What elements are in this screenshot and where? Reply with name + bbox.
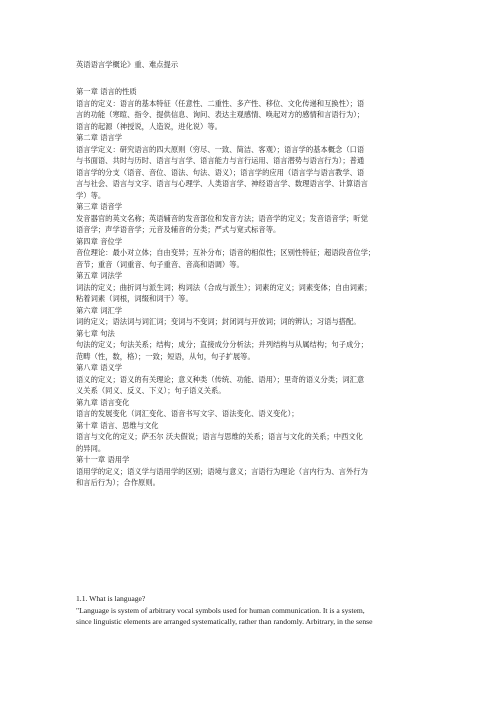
text-line: 第四章 音位学	[76, 236, 123, 246]
text-line: 第八章 语义学	[76, 363, 123, 372]
text-line: 音节；重音（词重音、句子重音、音高和语调）等。	[76, 259, 244, 269]
text-line: 第十一章 语用学	[76, 455, 130, 464]
text-line: 和言后行为）；合作原则。	[76, 478, 160, 487]
text-line: 与书面语、共时与历时、语言与言学、语言能力与言行运用、语言潜势与语言行为）；普通	[76, 156, 365, 165]
text-line: 词法的定义；曲折词与派生词；构词法（合成与派生）；词素的定义；词素变体；自由词素；	[76, 282, 372, 292]
text-line: 第六章 词汇学	[76, 305, 123, 315]
text-line: 语言的起源（神授说，人造说，进化说）等。	[76, 121, 222, 131]
text-line: 第七章 句法	[76, 328, 115, 338]
chapter-outline	[76, 86, 426, 489]
text-line: 第一章 语言的性质	[76, 87, 137, 96]
text-line: 语言的发展变化（词汇变化、语音书写文字、语法变化、语义变化）；	[76, 409, 299, 418]
text-line: 言的功能（寒暄、指令、提供信息、询问、表达主观感情、唤起对方的感情和言语行为）；	[76, 110, 365, 119]
text-line: 语言学定义：研究语言的四大原则（穷尽、一致、简洁、客观）；语言学的基本概念（口语	[76, 144, 365, 154]
text-line: 语用学的定义；语义学与语用学的区别；语境与意义；言语行为理论（言内行为、言外行为	[76, 466, 368, 476]
text-line: 发音器官的英文名称；英语辅音的发音部位和发音方法；语音学的定义；发音语音学；听觉	[76, 213, 368, 223]
text-line: 言与社会、语言与文字、语言与心理学、人类语言学、神经语言学、数理语言学、计算语言	[76, 179, 368, 188]
text-line: 范畴（性，数，格）；一致；短语，从句，句子扩展等。	[76, 351, 255, 361]
text-line: 音位理论：最小对立体；自由变异；互补分布；语音的相似性；区别性特征；超语段音位学；	[76, 248, 376, 257]
text-line: 语言的定义：语言的基本特征（任意性、二重性、多产性、移位、文化传递和互换性）；语	[76, 98, 365, 108]
text-line: 语音学；声学语音学；元音及辅音的分类；严式与宽式标音等。	[76, 225, 281, 234]
text-line: 语言学的分支（语音、音位、语法、句法、语义）；语言学的应用（语言学与语言教学、语	[76, 167, 365, 177]
text-line: 句法的定义；句法关系；结构；成分；直接成分分析法；并列结构与从属结构；句子成分；	[76, 340, 368, 349]
paragraph-line: "Language is system of arbitrary vocal symbols used for human communication. It is a system,	[76, 605, 365, 615]
text-line: 义关系（同义、反义、下义）；句子语义关系。	[76, 386, 226, 395]
text-line: 词的定义；语法词与词汇词；变词与不变词；封闭词与开放词；词的辨认；习语与搭配。	[76, 317, 361, 326]
section-heading: 1.1. What is language?	[76, 594, 146, 603]
text-line: 第十章 语言、思维与文化	[76, 420, 159, 430]
paragraph-line: since linguistic elements are arranged systematically, rather than randomly. Arbitrary, in the sense	[76, 617, 373, 626]
text-line: 第三章 语音学	[76, 202, 123, 211]
text-line: 第九章 语言变化	[76, 397, 130, 407]
text-line: 学）等。	[76, 190, 106, 200]
document-title: 英语语言学概论》重、难点提示	[76, 60, 179, 69]
english-section	[76, 593, 428, 628]
text-line: 第五章 词法学	[76, 271, 123, 280]
text-line: 的异同。	[76, 443, 106, 453]
text-line: 语义的定义；语义的有关理论；意义种类（传统、功能、语用）；里奇的语义分类；词汇意	[76, 374, 365, 384]
text-line: 语言与文化的定义；萨丕尔 沃夫假说；语言与思维的关系；语言与文化的关系；中西文化	[76, 432, 363, 441]
text-line: 粘着词素（词根，词缀和词干）等。	[76, 294, 193, 303]
text-line: 第二章 语言学	[76, 133, 123, 142]
